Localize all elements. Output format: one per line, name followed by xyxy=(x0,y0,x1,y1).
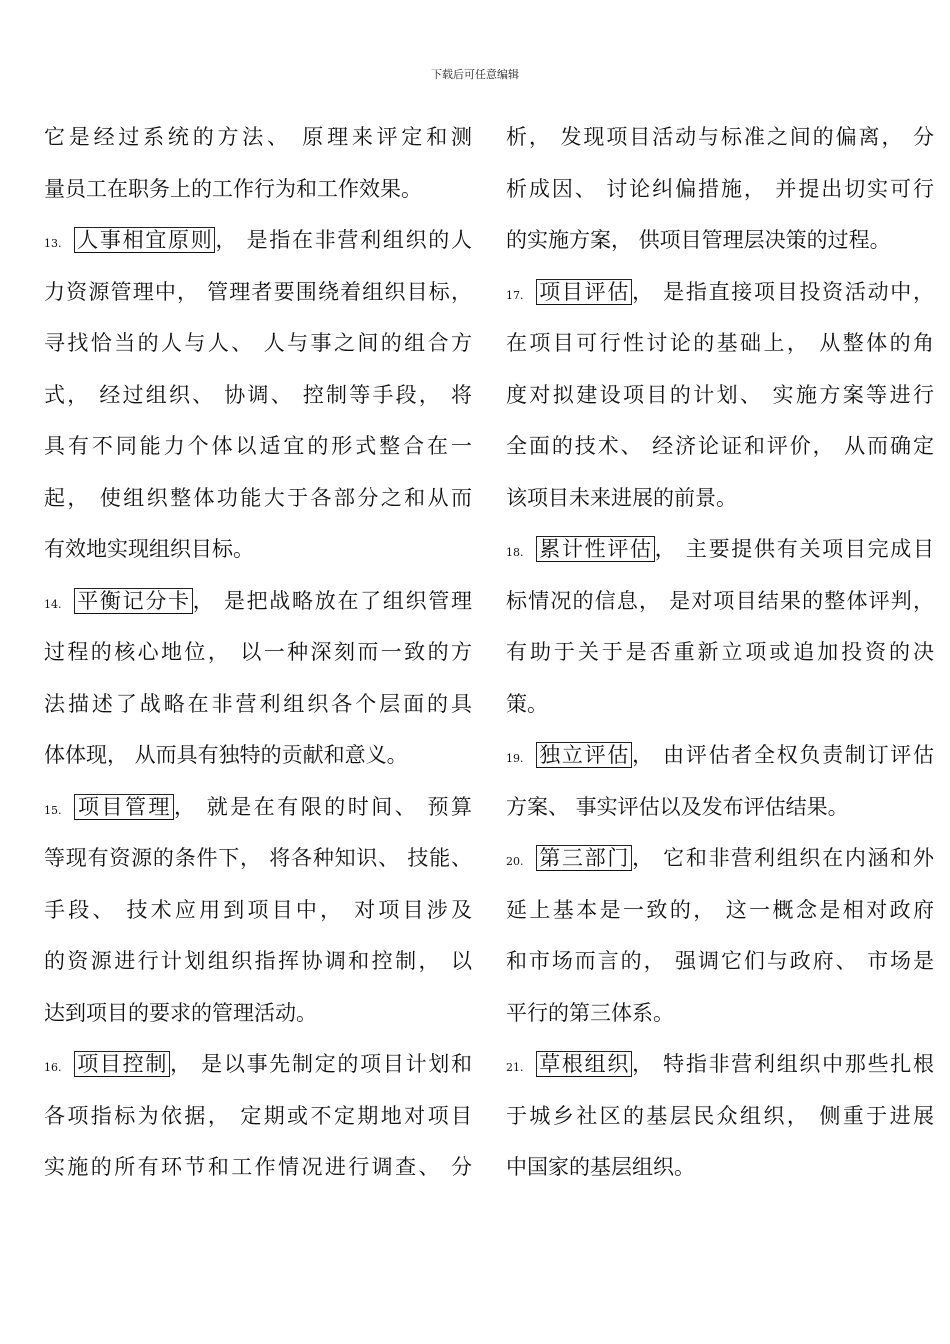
boxed-term: 项目管理 xyxy=(75,794,173,819)
text-line xyxy=(506,112,934,164)
line-text: 平行的第三体系。 xyxy=(506,1000,674,1025)
line-text: 全面的技术、 经济论证和评价， 从而确定 xyxy=(506,434,934,458)
text-line xyxy=(44,267,472,319)
item-number: 17. xyxy=(506,288,524,302)
line-text: 各项指标为依据， 定期或不定期地对项目 xyxy=(44,1103,472,1128)
line-text: ， 特指非营利组织中那些扎根 xyxy=(632,1052,934,1076)
boxed-term: 累计性评估 xyxy=(537,537,653,561)
text-line xyxy=(506,1091,934,1143)
line-text: 于城乡社区的基层民众组织， 侧重于进展 xyxy=(506,1103,934,1128)
line-text: 有效地实现组织目标。 xyxy=(44,537,254,561)
text-line xyxy=(44,833,472,885)
line-text: 寻找恰当的人与人、 人与事之间的组合方 xyxy=(44,331,472,355)
text-line xyxy=(44,318,472,370)
line-text: 和市场而言的， 强调它们与政府、 市场是 xyxy=(506,949,934,973)
boxed-term: 独立评估 xyxy=(537,743,631,767)
text-line xyxy=(506,473,934,525)
term-definition-line xyxy=(506,267,934,319)
text-line xyxy=(44,112,472,164)
line-text: ， 是以事先制定的项目计划和 xyxy=(170,1052,472,1076)
line-text: 的资源进行计划组织指挥协调和控制， 以 xyxy=(44,949,472,973)
line-text: ， 主要提供有关项目完成目 xyxy=(654,537,934,561)
line-text: 的实施方案， 供项目管理层决策的过程。 xyxy=(506,228,891,252)
boxed-term: 项目评估 xyxy=(537,279,631,304)
item-number: 13. xyxy=(44,237,62,250)
line-text: 析成因、 讨论纠偏措施， 并提出切实可行 xyxy=(506,176,934,201)
text-line xyxy=(44,679,472,731)
line-text: 策。 xyxy=(506,691,548,716)
line-text: 达到项目的要求的管理活动。 xyxy=(44,1000,317,1025)
item-number: 20. xyxy=(506,855,524,868)
text-line xyxy=(506,627,934,679)
text-line xyxy=(44,1091,472,1143)
text-line xyxy=(506,576,934,628)
term-definition-line xyxy=(44,1039,472,1091)
text-line xyxy=(506,215,934,267)
line-text: 量员工在职务上的工作行为和工作效果。 xyxy=(44,176,422,201)
line-text: ， 是指直接项目投资活动中， xyxy=(632,279,934,304)
text-line xyxy=(44,421,472,473)
text-line xyxy=(506,885,934,937)
term-definition-line xyxy=(44,782,472,834)
line-text: ， 它和非营利组织在内涵和外 xyxy=(632,846,934,870)
text-line xyxy=(44,473,472,525)
term-definition-line xyxy=(506,1039,934,1091)
text-line xyxy=(506,370,934,422)
text-line xyxy=(506,421,934,473)
page-header: 下载后可任意编辑 xyxy=(431,68,519,81)
line-text: ， 由评估者全权负责制订评估 xyxy=(632,743,934,767)
text-line xyxy=(44,370,472,422)
term-definition-line xyxy=(506,833,934,885)
item-number: 16. xyxy=(44,1061,62,1074)
item-number: 15. xyxy=(44,803,62,817)
text-line xyxy=(44,627,472,679)
text-line xyxy=(44,1142,472,1194)
line-text: 该项目未来进展的前景。 xyxy=(506,485,737,510)
line-text: 延上基本是一致的， 这一概念是相对政府 xyxy=(506,897,934,922)
line-text: 等现有资源的条件下， 将各种知识、 技能、 xyxy=(44,846,472,870)
line-text: 体体现， 从而具有独特的贡献和意义。 xyxy=(44,743,408,767)
line-text: 标情况的信息， 是对项目结果的整体评判， xyxy=(506,588,934,613)
text-line xyxy=(44,885,472,937)
text-line xyxy=(506,164,934,216)
line-text: 起， 使组织整体功能大于各部分之和从而 xyxy=(44,485,472,510)
term-definition-line xyxy=(506,730,934,782)
line-text: 度对拟建设项目的计划、 实施方案等进行 xyxy=(506,382,934,407)
text-line xyxy=(44,524,472,576)
text-line xyxy=(506,1142,934,1194)
item-number: 19. xyxy=(506,752,524,765)
item-number: 14. xyxy=(44,597,62,611)
term-definition-line xyxy=(44,576,472,628)
boxed-term: 人事相宜原则 xyxy=(75,228,214,252)
line-text: 式， 经过组织、 协调、 控制等手段， 将 xyxy=(44,382,472,407)
line-text: 手段、 技术应用到项目中， 对项目涉及 xyxy=(44,897,472,922)
text-line xyxy=(506,318,934,370)
right-column xyxy=(506,112,934,1194)
line-text: 在项目可行性讨论的基础上， 从整体的角 xyxy=(506,331,934,355)
text-line xyxy=(506,679,934,731)
text-line xyxy=(44,936,472,988)
line-text: 具有不同能力个体以适宜的形式整合在一 xyxy=(44,434,472,458)
text-line xyxy=(44,164,472,216)
text-line xyxy=(44,730,472,782)
line-text: 方案、 事实评估以及发布评估结果。 xyxy=(506,794,849,819)
line-text: 中国家的基层组织。 xyxy=(506,1155,695,1179)
term-definition-line xyxy=(506,524,934,576)
left-column xyxy=(44,112,472,1194)
text-line xyxy=(506,988,934,1040)
line-text: ， 是指在非营利组织的人 xyxy=(215,228,472,252)
line-text: 过程的核心地位， 以一种深刻而一致的方 xyxy=(44,640,472,664)
line-text: 实施的所有环节和工作情况进行调查、 分 xyxy=(44,1155,472,1179)
boxed-term: 平衡记分卡 xyxy=(75,588,191,613)
boxed-term: 项目控制 xyxy=(75,1052,169,1076)
item-number: 21. xyxy=(506,1061,524,1074)
line-text: ， 是把战略放在了组织管理 xyxy=(192,588,472,613)
line-text: 析， 发现项目活动与标准之间的偏离， 分 xyxy=(506,125,934,149)
line-text: 力资源管理中， 管理者要围绕着组织目标， xyxy=(44,279,472,304)
line-text: 有助于关于是否重新立项或追加投资的决 xyxy=(506,640,934,664)
text-line xyxy=(44,988,472,1040)
boxed-term: 第三部门 xyxy=(537,846,631,870)
text-line xyxy=(506,782,934,834)
line-text: 法描述了战略在非营利组织各个层面的具 xyxy=(44,691,472,716)
term-definition-line xyxy=(44,215,472,267)
item-number: 18. xyxy=(506,546,524,559)
line-text: ， 就是在有限的时间、 预算 xyxy=(174,794,472,819)
boxed-term: 草根组织 xyxy=(537,1052,631,1076)
text-line xyxy=(506,936,934,988)
line-text: 它是经过系统的方法、 原理来评定和测 xyxy=(44,125,472,149)
